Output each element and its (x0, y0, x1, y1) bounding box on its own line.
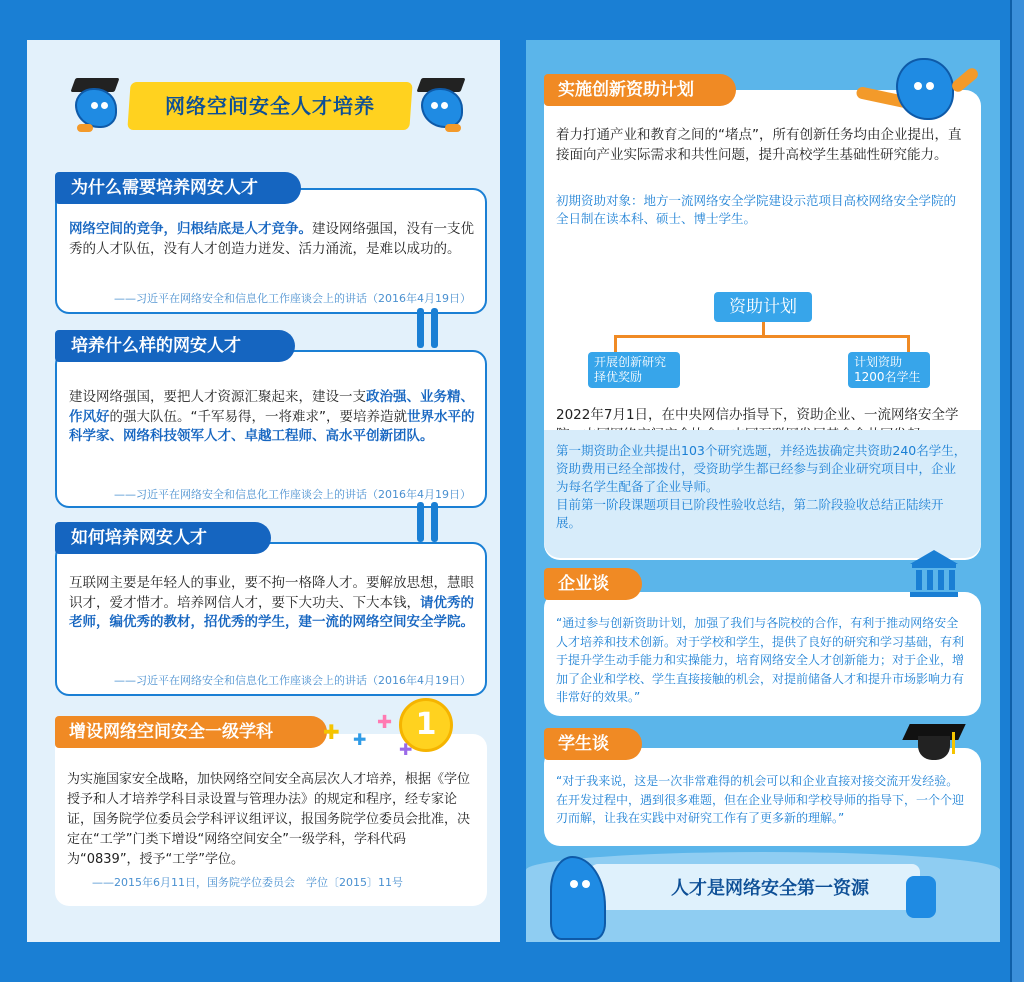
page-title: 网络空间安全人才培养 (165, 94, 375, 118)
section-discipline-source: ——2015年6月11日，国务院学位委员会 学位〔2015〕11号 (92, 876, 403, 889)
section-how-tag: 如何培养网安人才 (55, 522, 271, 554)
section-what-tag: 培养什么样的网安人才 (55, 330, 295, 362)
section-why-source: ——习近平在网络安全和信息化工作座谈会上的讲话（2016年4月19日） (114, 292, 471, 305)
section-how-highlight: 请优秀的老师，编优秀的教材，招优秀的学生，建一流的网络空间安全学院。 (69, 594, 474, 630)
plan-diagram-title: 资助计划 (714, 292, 812, 322)
plan-box-research (588, 352, 680, 388)
section-why-card (55, 188, 487, 314)
section-why-highlight: 网络空间的竞争，归根结底是人才竞争。 (69, 221, 312, 237)
decorative-sparkles-icon: ✚ (399, 740, 413, 759)
section-discipline-tag: 增设网络空间安全一级学科 (55, 716, 327, 748)
badge-number: 1 (415, 707, 437, 742)
section-how-card (55, 542, 487, 696)
section-what-text-a: 建设网络强国，要把人才资源汇聚起来，建设一支 (69, 389, 366, 405)
section-discipline-body: 为实施国家安全战略，加快网络空间安全高层次人才培养，根据《学位授予和人才培养学科目录设置与管理办法》的规定和程序，经专家论证，国务院学位委员会学科评议组评议，报国务院学位委员会批准，决定在“工学”门类下增设“网络空间安全”一级学科，学科代码为“0839”，授予“工学”学位。 (67, 772, 471, 867)
right-panel (526, 40, 1000, 942)
section-why-tag: 为什么需要培养网安人才 (55, 172, 301, 204)
plan-progress-2: 目前第一阶段课题项目已阶段性验收总结，第二阶段验收总结正陆续开展。 (556, 497, 944, 530)
decorative-sparkles-icon: ✚ (353, 730, 367, 749)
connector (431, 502, 438, 542)
section-how-source: ——习近平在网络安全和信息化工作座谈会上的讲话（2016年4月19日） (114, 674, 471, 687)
bank-building-icon (910, 550, 958, 598)
left-panel (27, 40, 500, 942)
plan-box-research-line2: 择优奖励 (594, 370, 643, 384)
connector (417, 502, 424, 542)
section-what-highlight-b: 世界水平的科学家、网络科技领军人才、卓越工程师、高水平创新团队。 (69, 408, 475, 444)
plan-target: 初期资助对象：地方一流网络安全学院建设示范项目高校网络安全学院的全日制在读本科、硕士、博士学生。 (556, 193, 957, 226)
section-what-text-b: 的强大队伍。“千军易得，一将难求”，要培养造就 (109, 408, 407, 425)
enterprise-card (544, 592, 981, 716)
diagram-line (762, 322, 765, 336)
plan-launch: 2022年7月1日，在中央网信办指导下，资助企业、一流网络安全学 (556, 407, 959, 423)
graduation-cap-icon (906, 718, 962, 764)
section-how-body (69, 574, 475, 633)
enterprise-quote: “通过参与创新资助计划，加强了我们与各院校的合作，有利于推动网络安全人才培养和技术创新。对于学校和学生，提供了良好的研究和学习基础，有利于提升学生动手能力和实操能力，培育网络安全人才创新能力；对于企业，增加了企业和学校、学生直接接触的机会，对提前储备人才和提升市场影响力有非常好的效果。” (556, 616, 965, 704)
section-what-source: ——习近平在网络安全和信息化工作座谈会上的讲话（2016年4月19日） (114, 488, 471, 501)
decorative-sparkles-icon: ✚ (323, 720, 340, 744)
title-banner (71, 64, 471, 146)
page-edge (1010, 0, 1024, 982)
student-tag: 学生谈 (544, 728, 642, 760)
section-discipline-card (55, 734, 487, 906)
diagram-line (907, 335, 910, 353)
section-why-text: 建设网络强国，没有一支优秀的人才队伍，没有人才创造力迸发、活力涌流，是难以成功的。 (69, 221, 474, 257)
mascot-waving-icon (856, 54, 982, 124)
plan-progress-box (544, 430, 981, 558)
plan-box-students-line2: 1200名学生 (854, 370, 921, 384)
mascot-left-icon (71, 72, 123, 132)
decorative-sparkles-icon: ✚ (377, 712, 393, 733)
plan-intro: 着力打通产业和教育之间的“堵点”，所有创新任务均由企业提出，直接面向产业实际需求和共性问题，提升高校学生基础性研究能力。 (556, 127, 962, 163)
section-how-text: 互联网主要是年轻人的事业，要不拘一格降人才。要解放思想，慧眼识才，爱才惜才。培养网信人才，要下大功夫、下大本钱， (69, 575, 474, 611)
diagram-line (614, 335, 910, 338)
plan-box-students-line1: 计划资助 (854, 355, 903, 369)
mascot-thumbs-up-icon (546, 846, 612, 942)
diagram-line (614, 335, 617, 353)
slogan: 人才是网络安全第一资源 (671, 878, 869, 899)
connector (431, 308, 438, 348)
thumbs-up-icon (906, 876, 936, 918)
section-what-body (69, 388, 475, 447)
mascot-right-icon (417, 72, 469, 132)
connector (417, 308, 424, 348)
enterprise-tag: 企业谈 (544, 568, 642, 600)
plan-box-research-line1: 开展创新研究 (594, 355, 667, 369)
plan-tag: 实施创新资助计划 (544, 74, 736, 106)
plan-box-students (848, 352, 930, 388)
student-quote: “对于我来说，这是一次非常难得的机会可以和企业直接对接交流开发经验。在开发过程中，遇到很多难题，但在企业导师和学校导师的指导下，一个个迎刃而解，让我在实践中对研究工作有了更多新的理解。” (556, 774, 965, 825)
section-why-body (69, 220, 475, 259)
section-what-card (55, 350, 487, 508)
section-what-highlight-a: 政治强、业务精、作风好 (69, 389, 474, 425)
plan-progress: 第一期资助企业共提出103个研究选题，并经选拔确定共资助240名学生，资助费用已经全部拨付，受资助学生都已经参与到企业研究项目中，企业为每名学生配备了企业导师。 (556, 443, 967, 494)
